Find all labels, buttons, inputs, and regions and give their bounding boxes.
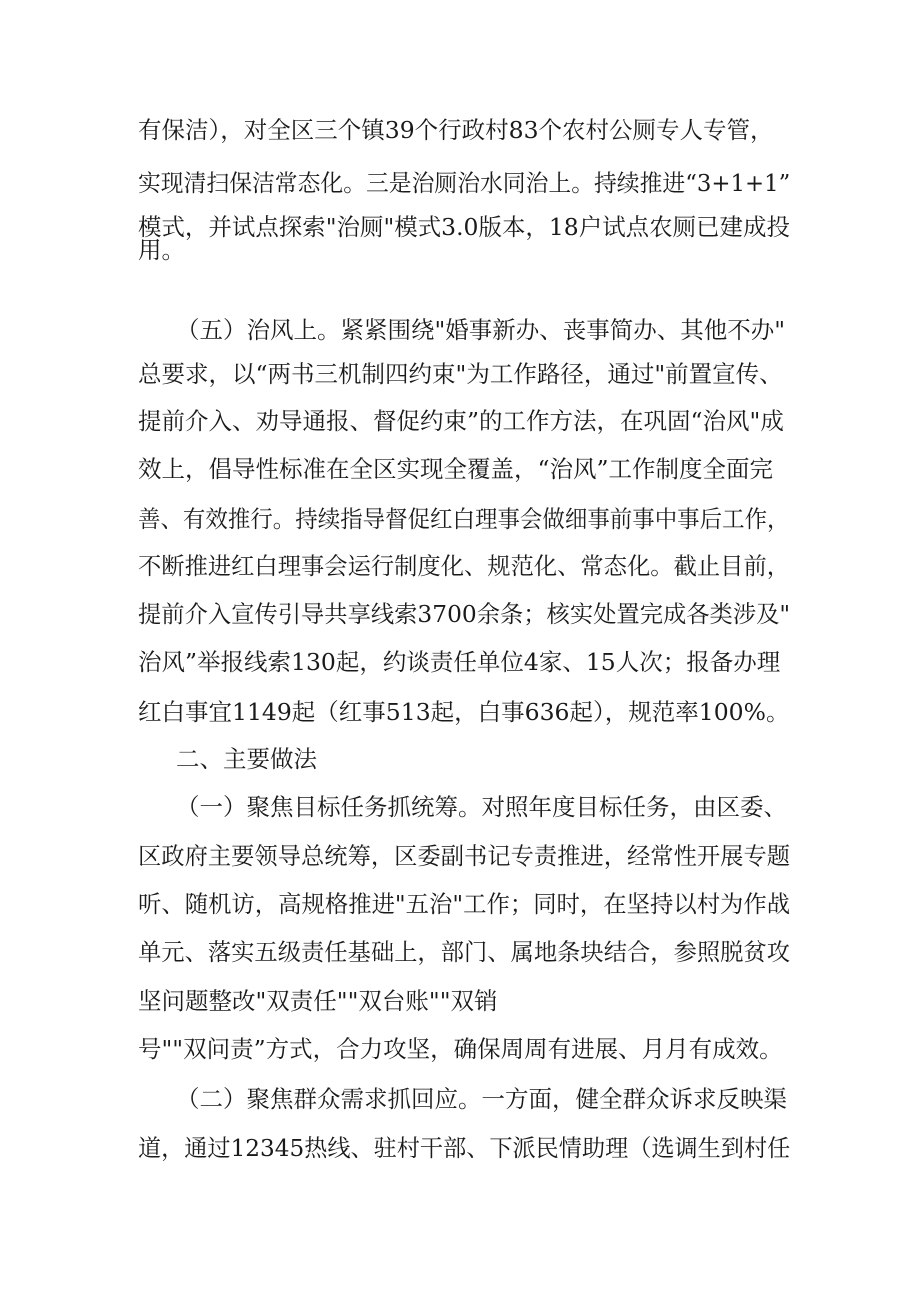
- paragraph-line: 单元、落实五级责任基础上，部门、属地条块结合，参照脱贫攻: [138, 938, 791, 966]
- paragraph-line: 模式，并试点探索"治厕"模式3.0版本，18户试点农厕已建成投: [138, 213, 790, 241]
- paragraph-line: 坚问题整改"双责任""双台账""双销: [138, 987, 498, 1015]
- paragraph-line: 用。: [138, 236, 185, 264]
- paragraph-line: 有保洁），对全区三个镇39个行政村83个农村公厕专人专管，: [138, 116, 774, 144]
- paragraph-line: （二）聚焦群众需求抓回应。一方面，健全群众诉求反映渠: [176, 1085, 787, 1113]
- paragraph-line: （五）治风上。紧紧围绕"婚事新办、丧事简办、其他不办": [176, 316, 786, 344]
- paragraph-line: 听、随机访，高规格推进"五治"工作；同时，在坚持以村为作战: [138, 890, 791, 918]
- paragraph-line: （一）聚焦目标任务抓统筹。对照年度目标任务，由区委、: [176, 793, 787, 821]
- paragraph-line: 实现清扫保洁常态化。三是治厕治水同治上。持续推进“3+1+1”: [138, 169, 791, 197]
- paragraph-line: 提前介入宣传引导共享线索3700余条；核实处置完成各类涉及": [138, 600, 791, 628]
- paragraph-line: 效上，倡导性标准在全区实现全覆盖，“治风”工作制度全面完: [138, 455, 774, 483]
- paragraph-line: 区政府主要领导总统筹，区委副书记专责推进，经常性开展专题: [138, 842, 791, 870]
- paragraph-line: 治风”举报线索130起，约谈责任单位4家、15人次；报备办理: [138, 648, 781, 676]
- paragraph-line: 号""双问责”方式，合力攻坚，确保周周有进展、月月有成效。: [138, 1035, 783, 1063]
- section-heading: 二、主要做法: [176, 745, 317, 773]
- paragraph-line: 道，通过12345热线、驻村干部、下派民情助理（选调生到村任: [138, 1134, 791, 1162]
- paragraph-line: 提前介入、劝导通报、督促约束”的工作方法，在巩固“治风"成: [138, 407, 784, 435]
- paragraph-line: 红白事宜1149起（红事513起，白事636起），规范率100%。: [138, 698, 790, 726]
- paragraph-line: 善、有效推行。持续指导督促红白理事会做细事前事中事后工作，: [138, 505, 790, 533]
- paragraph-line: 不断推进红白理事会运行制度化、规范化、常态化。截止目前，: [138, 552, 791, 580]
- paragraph-line: 总要求，以“两书三机制四约束"为工作路径，通过"前置宣传、: [138, 360, 783, 388]
